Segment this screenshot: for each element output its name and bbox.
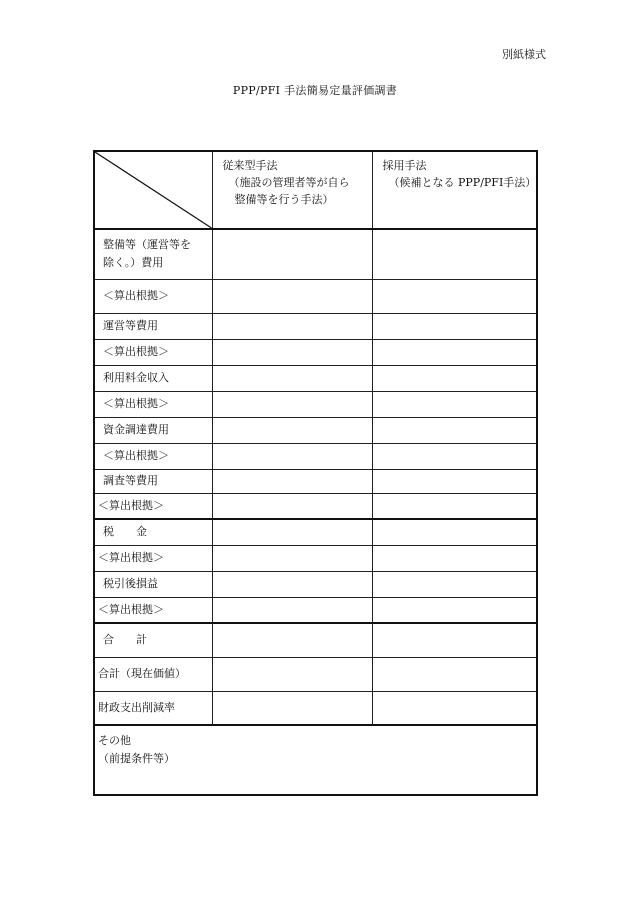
- adopted-value-cell: [372, 691, 537, 725]
- adopted-value-cell: [372, 469, 537, 493]
- conventional-value-cell: [212, 417, 372, 443]
- row-label: ＜算出根拠＞: [94, 391, 212, 417]
- table-row: [94, 443, 537, 469]
- row-label: [94, 229, 212, 279]
- other-sublabel: （前提条件等）: [98, 752, 175, 765]
- row-label-line1: 整備等（運営等を: [103, 238, 191, 252]
- table-row: [94, 657, 537, 691]
- row-label: 税引後損益: [94, 571, 212, 597]
- conventional-value-cell: [212, 519, 372, 545]
- table-row: [94, 691, 537, 725]
- table-row: [94, 313, 537, 339]
- table-row: [94, 597, 537, 623]
- corner-note: 別紙様式: [502, 48, 546, 61]
- adopted-value-cell: [372, 493, 537, 519]
- conventional-value-cell: [212, 493, 372, 519]
- other-row: [94, 725, 537, 795]
- evaluation-table: [93, 150, 538, 796]
- table-header-row: [94, 151, 537, 229]
- table-row: [94, 391, 537, 417]
- other-cell: [94, 725, 537, 795]
- conventional-value-cell: [212, 691, 372, 725]
- row-label: 運営等費用: [94, 313, 212, 339]
- adopted-value-cell: [372, 365, 537, 391]
- document-title: PPP/PFI 手法簡易定量評価調書: [232, 84, 398, 97]
- other-label: その他: [98, 734, 131, 747]
- table-row: [94, 279, 537, 313]
- adopted-value-cell: [372, 571, 537, 597]
- conventional-value-cell: [212, 657, 372, 691]
- row-label-line2: 除く。）費用: [103, 256, 164, 270]
- column-desc-conventional-line2: 整備等を行う手法）: [234, 193, 334, 206]
- diagonal-corner-cell: [94, 151, 212, 229]
- row-label: 合 計: [94, 623, 212, 657]
- table-row: [94, 519, 537, 545]
- adopted-value-cell: [372, 417, 537, 443]
- table-row: [94, 545, 537, 571]
- table-row: [94, 469, 537, 493]
- table-row: [94, 417, 537, 443]
- adopted-value-cell: [372, 313, 537, 339]
- conventional-value-cell: [212, 571, 372, 597]
- conventional-value-cell: [212, 469, 372, 493]
- diagonal-line: [95, 152, 212, 228]
- adopted-value-cell: [372, 623, 537, 657]
- table-row: [94, 571, 537, 597]
- row-label: 合計（現在価値）: [94, 657, 212, 691]
- row-label: ＜算出根拠＞: [94, 279, 212, 313]
- conventional-value-cell: [212, 443, 372, 469]
- table-row: [94, 229, 537, 279]
- conventional-value-cell: [212, 229, 372, 279]
- adopted-value-cell: [372, 519, 537, 545]
- adopted-value-cell: [372, 279, 537, 313]
- column-title-conventional: 従来型手法: [222, 159, 278, 172]
- adopted-value-cell: [372, 391, 537, 417]
- row-label: 税 金: [94, 519, 212, 545]
- conventional-value-cell: [212, 391, 372, 417]
- column-header-adopted: [372, 151, 537, 229]
- adopted-value-cell: [372, 339, 537, 365]
- row-label: 財政支出削減率: [94, 691, 212, 725]
- row-label: ＜算出根拠＞: [94, 597, 212, 623]
- conventional-value-cell: [212, 597, 372, 623]
- table-row: [94, 623, 537, 657]
- row-label: 資金調達費用: [94, 417, 212, 443]
- table-row: [94, 339, 537, 365]
- adopted-value-cell: [372, 545, 537, 571]
- conventional-value-cell: [212, 339, 372, 365]
- column-desc-adopted: （候補となる PPP/PFI手法）: [388, 176, 537, 189]
- adopted-value-cell: [372, 597, 537, 623]
- conventional-value-cell: [212, 313, 372, 339]
- adopted-value-cell: [372, 443, 537, 469]
- adopted-value-cell: [372, 657, 537, 691]
- column-title-adopted: 採用手法: [382, 159, 427, 172]
- row-label: ＜算出根拠＞: [94, 493, 212, 519]
- conventional-value-cell: [212, 279, 372, 313]
- conventional-value-cell: [212, 545, 372, 571]
- column-desc-conventional-line1: （施設の管理者等が自ら: [228, 176, 350, 189]
- conventional-value-cell: [212, 365, 372, 391]
- row-label: ＜算出根拠＞: [94, 339, 212, 365]
- column-header-conventional: [212, 151, 372, 229]
- row-label: ＜算出根拠＞: [94, 443, 212, 469]
- row-label: 調査等費用: [94, 469, 212, 493]
- table-row: [94, 493, 537, 519]
- row-label: 利用料金収入: [94, 365, 212, 391]
- adopted-value-cell: [372, 229, 537, 279]
- table-row: [94, 365, 537, 391]
- conventional-value-cell: [212, 623, 372, 657]
- row-label: ＜算出根拠＞: [94, 545, 212, 571]
